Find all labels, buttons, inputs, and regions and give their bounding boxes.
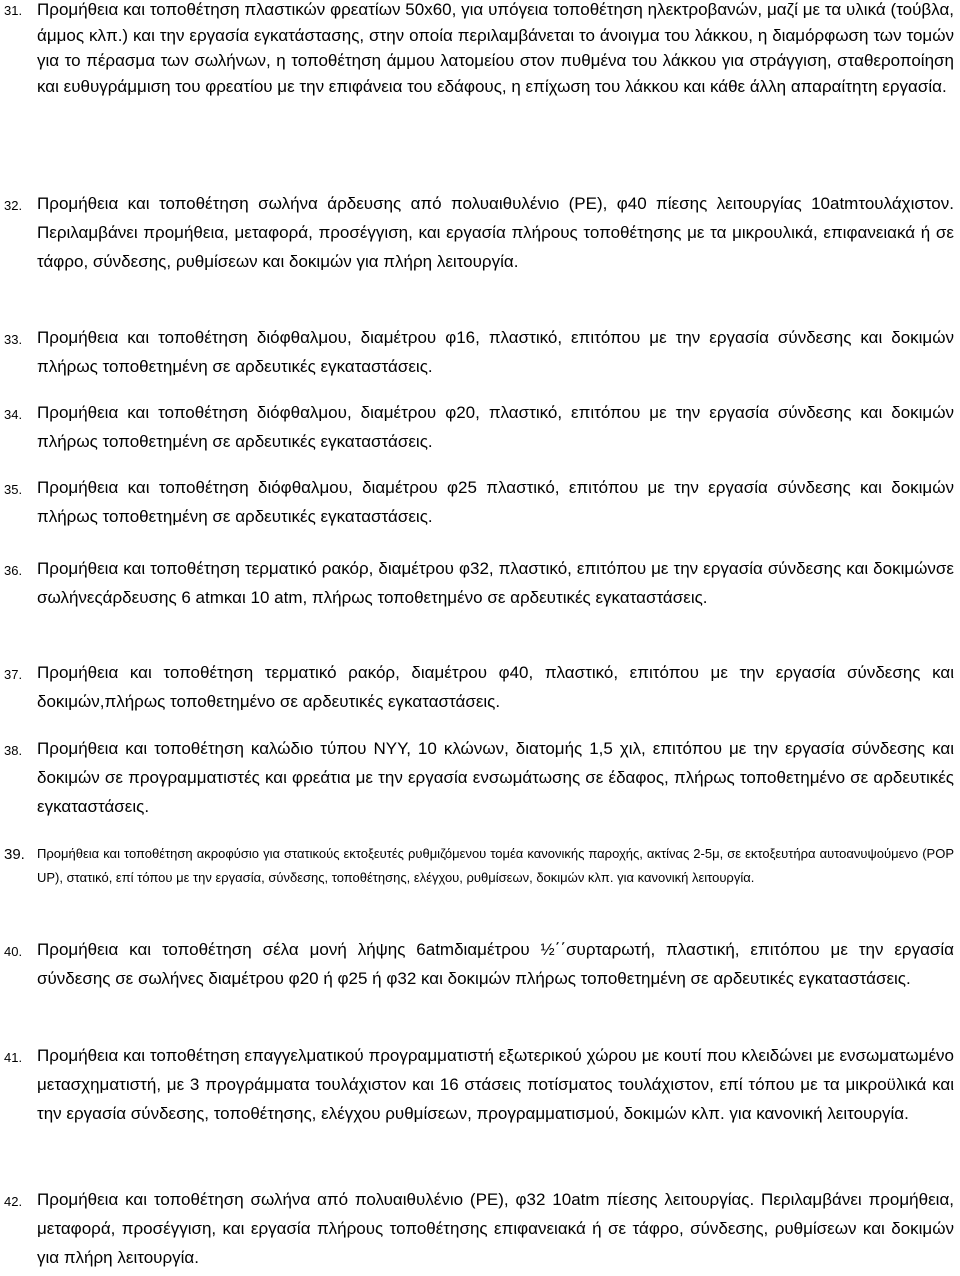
item-text: Προμήθεια και τοποθέτηση επαγγελματικού προγραμματιστή εξωτερικού χώρου με κουτί που κλειδώνει με ενσωματωμένο μετασχηματιστή, με 3 προγράμματα τουλάχιστον και 16 στάσεις ποτίσματος τουλάχιστον, επί τόπου με τα μικροϋλικά και την εργασία σύνδεσης, τοποθέτησης, ελέγχου ρυθμίσεων, προγραμματισμού, δοκιμών κλπ. για κανονική λειτουργία. [37, 1046, 954, 1123]
item-text: Προμήθεια και τοποθέτηση πλαστικών φρεατίων 50x60, για υπόγεια τοποθέτηση ηλεκτροβανών, μαζί με τα υλικά (τούβλα, άμμος κλπ.) και την εργασία εγκατάστασης, στην οποία περιλαμβάνεται το άνοιγμα του λάκκου, η διαμόρφωση των τομών για το πέρασμα των σωλήνων, η τοποθέτηση άμμου λατομείου στον πυθμένα του λάκκου για στράγγιση, σταθεροποίηση και ευθυγράμμιση του φρεατίου με την επιφάνεια του εδάφους, η επίχωση του λάκκου και κάθε άλλη απαραίτητη εργασία. [37, 0, 954, 97]
item-number: 41. [4, 1050, 23, 1065]
list-item-31 [4, 0, 954, 100]
list-item-40 [4, 935, 954, 993]
item-text: Προμήθεια και τοποθέτηση τερματικό ρακόρ, διαμέτρου φ32, πλαστικό, επιτόπου με την εργασία σύνδεσης και δοκιμώνσε σωλήνεςάρδευσης 6 atmκαι 10 atm, πλήρως τοποθετημένο σε αρδευτικές εγκαταστάσεις. [37, 559, 954, 607]
item-number: 35. [4, 482, 23, 497]
list-item-41 [4, 1041, 954, 1128]
item-text: Προμήθεια και τοποθέτηση διόφθαλμου, διαμέτρου φ20, πλαστικό, επιτόπου με την εργασία σύνδεσης και δοκιμών πλήρως τοποθετημένη σε αρδευτικές εγκαταστάσεις. [37, 403, 954, 451]
item-text: Προμήθεια και τοποθέτηση σωλήνα άρδευσης από πολυαιθυλένιο (PE), φ40 πίεσης λειτουργίας 10atmτουλάχιστον. Περιλαμβάνει προμήθεια, μεταφορά, προσέγγιση, και εργασία πλήρους τοποθέτησης με τα μικρουλικά, επιφανειακά ή σε τάφρο, σύνδεσης, ρυθμίσεων και δοκιμών για πλήρη λειτουργία. [37, 194, 954, 271]
item-number: 33. [4, 332, 23, 347]
list-item-42 [4, 1185, 954, 1272]
item-text: Προμήθεια και τοποθέτηση ακροφύσιο για στατικούς εκτοξευτές ρυθμιζόμενου τομέα κανονικής παροχής, ακτίνας 2-5μ, σε εκτοξευτήρα αυτοανυψούμενο (POP UP), στατικό, επί τόπου με την εργασία, σύνδεσης, τοποθέτησης, ελέγχου, ρυθμίσεων, δοκιμών κλπ. για κανονική λειτουργία. [37, 846, 954, 885]
item-number: 31. [4, 3, 23, 18]
item-text: Προμήθεια και τοποθέτηση τερματικό ρακόρ, διαμέτρου φ40, πλαστικό, επιτόπου με την εργασία σύνδεσης και δοκιμών,πλήρως τοποθετημένο σε αρδευτικές εγκαταστάσεις. [37, 663, 954, 711]
item-text: Προμήθεια και τοποθέτηση διόφθαλμου, διαμέτρου φ16, πλαστικό, επιτόπου με την εργασία σύνδεσης και δοκιμών πλήρως τοποθετημένη σε αρδευτικές εγκαταστάσεις. [37, 328, 954, 376]
list-item-36 [4, 554, 954, 612]
item-text: Προμήθεια και τοποθέτηση σωλήνα από πολυαιθυλένιο (PE), φ32 10atm πίεσης λειτουργίας. Περιλαμβάνει προμήθεια, μεταφορά, προσέγγιση, και εργασία πλήρους τοποθέτησης επιφανειακά ή σε τάφρο, σύνδεσης, ρυθμίσεων και δοκιμών για πλήρη λειτουργία. [37, 1190, 954, 1267]
item-text: Προμήθεια και τοποθέτηση διόφθαλμου, διαμέτρου φ25 πλαστικό, επιτόπου με την εργασία σύνδεσης και δοκιμών πλήρως τοποθετημένη σε αρδευτικές εγκαταστάσεις. [37, 478, 954, 526]
item-number: 34. [4, 407, 23, 422]
list-item-37 [4, 658, 954, 716]
item-number: 37. [4, 667, 23, 682]
list-item-38 [4, 734, 954, 821]
list-item-33 [4, 323, 954, 381]
list-item-35 [4, 473, 954, 531]
item-number: 38. [4, 743, 23, 758]
list-item-34 [4, 398, 954, 456]
item-number: 39. [4, 846, 25, 863]
item-number: 36. [4, 563, 23, 578]
list-item-39 [4, 842, 954, 890]
item-number: 40. [4, 944, 23, 959]
item-text: Προμήθεια και τοποθέτηση καλώδιο τύπου NYY, 10 κλώνων, διατομής 1,5 χιλ, επιτόπου με την εργασία σύνδεσης και δοκιμών σε προγραμματιστές και φρεάτια με την εργασία ενσωμάτωσης σε έδαφος, πλήρως τοποθετημένο σε αρδευτικές εγκαταστάσεις. [37, 739, 954, 816]
item-text: Προμήθεια και τοποθέτηση σέλα μονή λήψης 6atmδιαμέτρου ½΄΄συρταρωτή, πλαστική, επιτόπου με την εργασία σύνδεσης σε σωλήνες διαμέτρου φ20 ή φ25 ή φ32 και δοκιμών πλήρως τοποθετημένη σε αρδευτικές εγκαταστάσεις. [37, 940, 954, 988]
list-item-32 [4, 189, 954, 276]
item-number: 32. [4, 198, 23, 213]
item-number: 42. [4, 1194, 23, 1209]
